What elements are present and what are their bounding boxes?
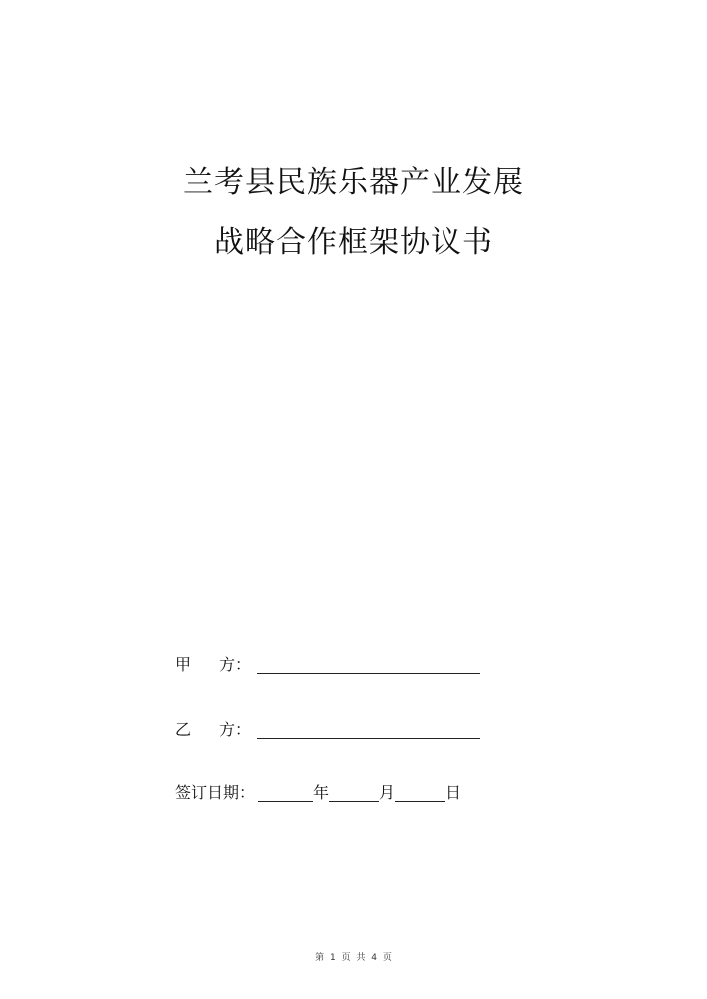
sign-date-day-blank[interactable]	[395, 783, 445, 802]
party-b-label-char-2: 方	[218, 720, 235, 739]
party-a-blank-line[interactable]	[257, 655, 480, 674]
party-a-row	[175, 651, 480, 675]
document-title-line-1: 兰考县民族乐器产业发展	[183, 165, 524, 200]
party-b-label-char-1: 乙	[175, 720, 192, 739]
party-a-label	[175, 655, 251, 675]
party-a-label-char-2: 方	[218, 655, 235, 674]
party-b-row	[175, 716, 480, 740]
sign-date-year-unit: 年	[313, 783, 330, 802]
sign-date-day-unit: 日	[445, 783, 462, 802]
party-b-label	[175, 720, 251, 740]
party-b-colon: ：	[235, 720, 252, 739]
sign-date-row	[175, 779, 461, 803]
document-title-line-2: 战略合作框架协议书	[214, 225, 493, 260]
sign-date-month-blank[interactable]	[329, 783, 379, 802]
sign-date-label: 签订日期：	[175, 783, 256, 802]
sign-date-year-blank[interactable]	[258, 783, 313, 802]
party-b-blank-line[interactable]	[257, 720, 480, 739]
sign-date-month-unit: 月	[379, 783, 396, 802]
page-footer-page-number: 第 1 页 共 4 页	[315, 953, 392, 963]
party-a-label-char-1: 甲	[175, 655, 192, 674]
party-a-colon: ：	[235, 655, 252, 674]
